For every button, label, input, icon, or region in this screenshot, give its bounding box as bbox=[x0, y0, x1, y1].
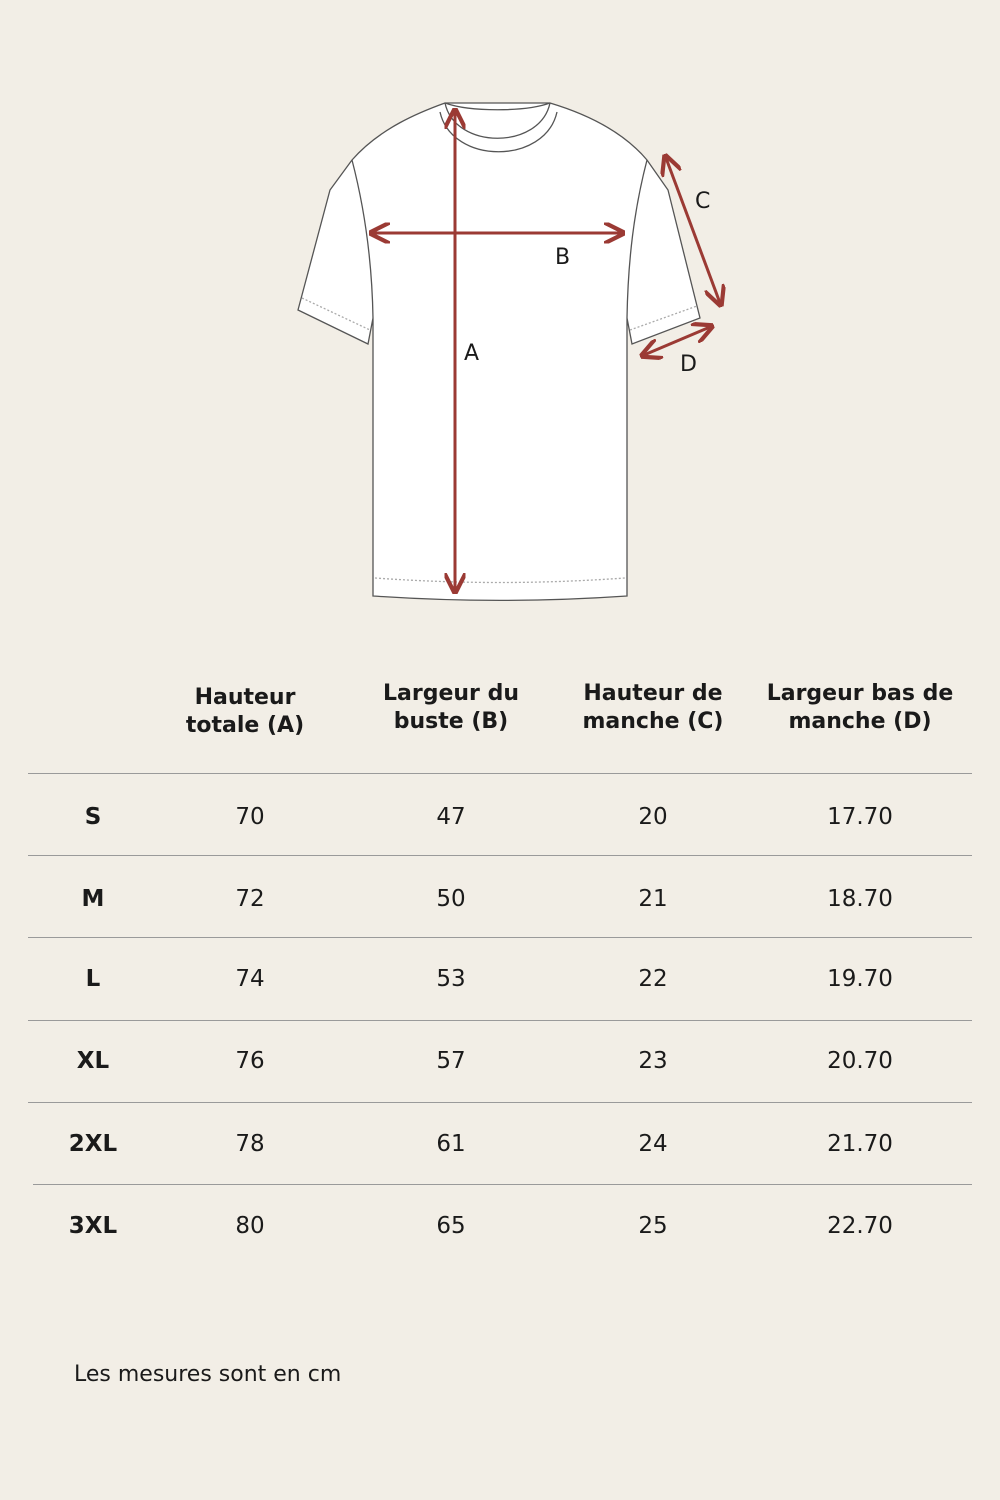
divider bbox=[28, 937, 972, 938]
divider bbox=[28, 1102, 972, 1103]
total-height-cell: 72 bbox=[235, 886, 265, 912]
label-c: C bbox=[695, 189, 711, 214]
divider bbox=[28, 1020, 972, 1021]
chest-width-cell: 61 bbox=[436, 1131, 466, 1157]
label-d: D bbox=[680, 352, 697, 377]
header-sleeve-height bbox=[563, 680, 743, 736]
sleeve-width-cell: 17.70 bbox=[827, 804, 893, 830]
sleeve-height-cell: 20 bbox=[638, 804, 668, 830]
tshirt-measurement-diagram bbox=[0, 0, 1000, 640]
header-chest-width bbox=[361, 680, 541, 736]
sleeve-height-cell: 24 bbox=[638, 1131, 668, 1157]
size-cell: 2XL bbox=[68, 1131, 118, 1157]
chest-width-cell: 47 bbox=[436, 804, 466, 830]
sleeve-width-cell: 18.70 bbox=[827, 886, 893, 912]
sleeve-width-cell: 22.70 bbox=[827, 1213, 893, 1239]
header-line: buste (B) bbox=[393, 709, 509, 734]
label-a: A bbox=[464, 341, 480, 366]
size-cell: 3XL bbox=[68, 1213, 118, 1239]
header-line: totale (A) bbox=[185, 713, 305, 738]
divider bbox=[28, 773, 972, 774]
sleeve-height-cell: 21 bbox=[638, 886, 668, 912]
tshirt-outline bbox=[298, 103, 700, 601]
header-sleeve-width bbox=[755, 680, 965, 736]
header-line: manche (D) bbox=[788, 709, 932, 734]
chest-width-cell: 65 bbox=[436, 1213, 466, 1239]
size-cell: M bbox=[81, 886, 105, 912]
sleeve-height-cell: 22 bbox=[638, 966, 668, 992]
footnote: Les mesures sont en cm bbox=[74, 1362, 342, 1387]
chest-width-cell: 57 bbox=[436, 1048, 466, 1074]
size-cell: XL bbox=[76, 1048, 110, 1074]
size-cell: S bbox=[84, 804, 102, 830]
chest-width-cell: 53 bbox=[436, 966, 466, 992]
divider bbox=[28, 855, 972, 856]
total-height-cell: 76 bbox=[235, 1048, 265, 1074]
total-height-cell: 74 bbox=[235, 966, 265, 992]
total-height-cell: 78 bbox=[235, 1131, 265, 1157]
header-line: Hauteur bbox=[194, 685, 296, 710]
total-height-cell: 80 bbox=[235, 1213, 265, 1239]
sleeve-width-cell: 20.70 bbox=[827, 1048, 893, 1074]
divider bbox=[33, 1184, 972, 1185]
label-b: B bbox=[555, 245, 571, 270]
sleeve-width-cell: 19.70 bbox=[827, 966, 893, 992]
size-cell: L bbox=[85, 966, 101, 992]
header-line: Largeur du bbox=[383, 681, 519, 706]
sleeve-height-cell: 23 bbox=[638, 1048, 668, 1074]
header-line: Largeur bas de bbox=[766, 681, 954, 706]
chest-width-cell: 50 bbox=[436, 886, 466, 912]
total-height-cell: 70 bbox=[235, 804, 265, 830]
header-total-height bbox=[160, 684, 330, 740]
header-line: Hauteur de bbox=[583, 681, 723, 706]
sleeve-height-cell: 25 bbox=[638, 1213, 668, 1239]
sleeve-width-cell: 21.70 bbox=[827, 1131, 893, 1157]
header-line: manche (C) bbox=[582, 709, 724, 734]
